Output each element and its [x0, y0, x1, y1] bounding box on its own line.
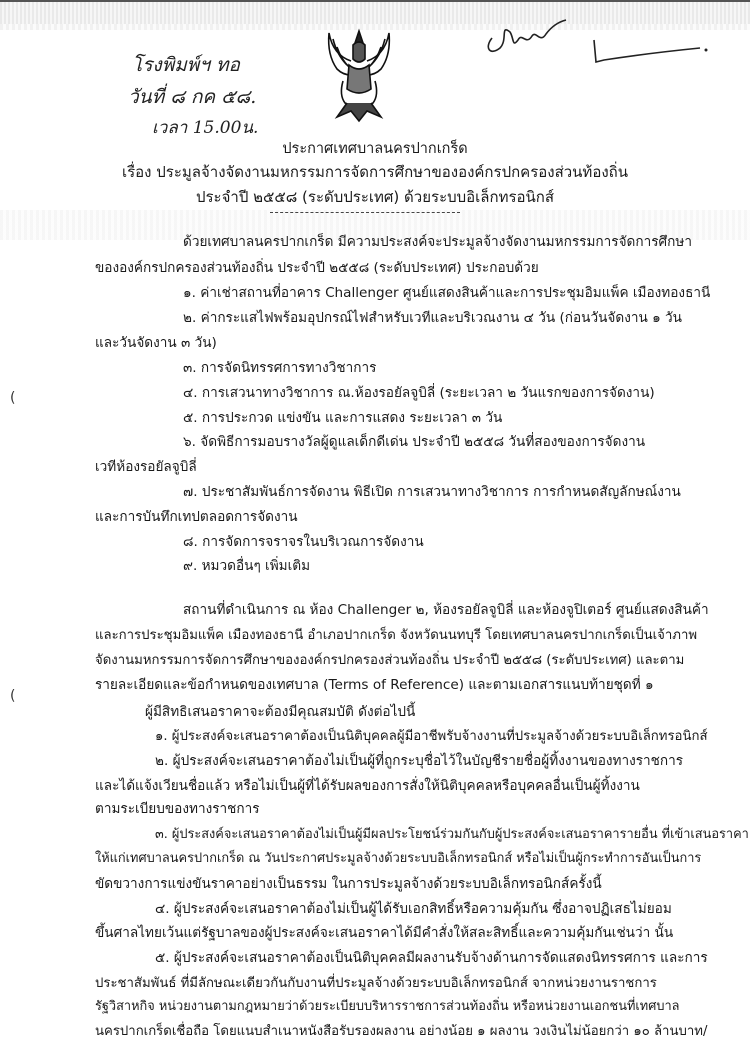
- qualification-item: ๕. ผู้ประสงค์จะเสนอราคาต้องเป็นนิติบุคคลมีผลงานรับจ้างด้านการจัดแสดงนิทรรศการ และการ: [155, 950, 708, 966]
- signature: [590, 34, 710, 64]
- list-item: ๕. การประกวด แข่งขัน และการแสดง ระยะเวลา ๓ วัน: [183, 410, 503, 426]
- qualification-item-continued: ขัดขวางการแข่งขันราคาอย่างเป็นธรรม ในการประมูลจ้างด้วยระบบอิเล็กทรอนิกส์ครั้งนี้: [95, 876, 602, 892]
- qualification-item-continued: ให้แก่เทศบาลนครปากเกร็ด ณ วันประกาศประมูลจ้างด้วยระบบอิเล็กทรอนิกส์ หรือไม่เป็นผู้กระทำการอันเป็นการ: [95, 851, 702, 866]
- qualification-item: ๔. ผู้ประสงค์จะเสนอราคาต้องไม่เป็นผู้ได้รับเอกสิทธิ์หรือความคุ้มกัน ซึ่งอาจปฏิเสธไม่ยอม: [155, 901, 672, 917]
- qualification-item-continued: ประชาสัมพันธ์ ที่มีลักษณะเดียวกันกับงานที่ประมูลจ้างด้วยระบบอิเล็กทรอนิกส์ จากหน่วยงานราชการ: [95, 976, 657, 991]
- issuer-title: ประกาศเทศบาลนครปากเกร็ด: [282, 141, 468, 157]
- qualification-item-continued: ๑ สัญญา สำเนาสัญญา หรือสำเนาข้อตกลงการจ้างมาประกอบการพิจารณาด้วย: [95, 1039, 365, 1048]
- list-item-continued: เวทีห้องรอยัลจูบิลี่: [95, 459, 197, 475]
- list-item-continued: และวันจัดงาน ๓ วัน): [95, 335, 217, 351]
- list-item: ๔. การเสวนาทางวิชาการ ณ.ห้องรอยัลจูบิลี่ (ระยะเวลา ๒ วันแรกของการจัดงาน): [183, 385, 655, 401]
- list-item: ๖. จัดพิธีการมอบรางวัลผู้ดูแลเด็กดีเด่น ประจำปี ๒๕๕๘ วันที่สองของการจัดงาน: [183, 434, 646, 450]
- intro-text: ขององค์กรปกครองส่วนท้องถิ่น ประจำปี ๒๕๕๘ (ระดับประเทศ) ประกอบด้วย: [95, 260, 539, 276]
- margin-mark: (: [10, 688, 16, 704]
- qualification-item-continued: รัฐวิสาหกิจ หน่วยงานตามกฎหมายว่าด้วยระเบียบบริหารราชการส่วนท้องถิ่น หรือหน่วยงานเอกชนที่เทศบาล: [95, 999, 680, 1014]
- handwritten-note: โรงพิมพ์ฯ ทอ: [132, 54, 240, 76]
- subject-line-1: เรื่อง ประมูลจ้างจัดงานมหกรรมการจัดการศึกษาขององค์กรปกครองส่วนท้องถิ่น: [121, 163, 628, 181]
- venue-text: สถานที่ดำเนินการ ณ ห้อง Challenger ๒, ห้องรอยัลจูบิลี่ และห้องจูปิเตอร์ ศูนย์แสดงสินค้า: [183, 602, 709, 618]
- qualification-item-continued: นครปากเกร็ดเชื่อถือ โดยแนบสำเนาหนังสือรับรองผลงาน อย่างน้อย ๑ ผลงาน วงเงินไม่น้อยกว่า ๑๐ ล้านบาท/: [95, 1024, 708, 1039]
- qualification-item: ๓. ผู้ประสงค์จะเสนอราคาต้องไม่เป็นผู้มีผลประโยชน์ร่วมกันกับผู้ประสงค์จะเสนอราคารายอื่น ที่เข้าเสนอราคา: [155, 827, 749, 842]
- venue-text: จัดงานมหกรรมการจัดการศึกษาขององค์กรปกครองส่วนท้องถิ่น ประจำปี ๒๕๕๘ (ระดับประเทศ) และตาม: [95, 653, 685, 668]
- signature: [482, 18, 572, 58]
- garuda-emblem-icon: [323, 25, 395, 125]
- list-item: ๑. ค่าเช่าสถานที่อาคาร Challenger ศูนย์แสดงสินค้าและการประชุมอิมแพ็ค เมืองทองธานี: [183, 285, 711, 301]
- handwritten-note: เวลา 15.00น.: [152, 118, 259, 138]
- venue-text: รายละเอียดและข้อกำหนดของเทศบาล (Terms of Reference) และตามเอกสารแนบท้ายชุดที่ ๑: [95, 677, 654, 693]
- list-item: ๙. หมวดอื่นๆ เพิ่มเติม: [183, 558, 311, 574]
- continuation-note: /๖. นิติบุคคลที่จะเข้าเป็นคู่สัญญา...: [571, 1039, 692, 1048]
- qualification-item-continued: ตามระเบียบของทางราชการ: [95, 801, 260, 817]
- qualification-item: ๒. ผู้ประสงค์จะเสนอราคาต้องไม่เป็นผู้ที่ถูกระบุชื่อไว้ในบัญชีรายชื่อผู้ทิ้งงานของทางราชการ: [155, 753, 684, 769]
- margin-mark: (: [10, 390, 16, 406]
- list-item: ๗. ประชาสัมพันธ์การจัดงาน พิธีเปิด การเสวนาทางวิชาการ การกำหนดสัญลักษณ์งาน: [183, 484, 681, 500]
- list-item: ๓. การจัดนิทรรศการทางวิชาการ: [183, 360, 377, 376]
- qualifications-heading: ผู้มีสิทธิเสนอราคาจะต้องมีคุณสมบัติ ดังต่อไปนี้: [145, 704, 416, 720]
- intro-text: ด้วยเทศบาลนครปากเกร็ด มีความประสงค์จะประมูลจ้างจัดงานมหกรรมการจัดการศึกษา: [183, 234, 692, 250]
- list-item: ๘. การจัดการจราจรในบริเวณการจัดงาน: [183, 534, 424, 550]
- subject-line-2: ประจำปี ๒๕๕๘ (ระดับประเทศ) ด้วยระบบอิเล็กทรอนิกส์: [195, 188, 555, 206]
- qualification-item: ๑. ผู้ประสงค์จะเสนอราคาต้องเป็นนิติบุคคลผู้มีอาชีพรับจ้างงานที่ประมูลจ้างด้วยระบบอิเล็กทรอนิกส์: [155, 729, 708, 744]
- handwritten-note: วันที่ ๘ กค ๕๘.: [128, 86, 257, 108]
- qualification-item-continued: และได้แจ้งเวียนชื่อแล้ว หรือไม่เป็นผู้ที่ได้รับผลของการสั่งให้นิติบุคคลหรือบุคคลอื่นเป็นผู้ทิ้งงาน: [95, 778, 640, 794]
- list-item: ๒. ค่ากระแสไฟพร้อมอุปกรณ์ไฟสำหรับเวทีและบริเวณงาน ๔ วัน (ก่อนวันจัดงาน ๑ วัน: [183, 310, 682, 326]
- list-item-continued: และการบันทึกเทปตลอดการจัดงาน: [95, 509, 298, 525]
- venue-text: และการประชุมอิมแพ็ค เมืองทองธานี อำเภอปากเกร็ด จังหวัดนนทบุรี โดยเทศบาลนครปากเกร็ดเป็นเจ้าภาพ: [95, 628, 698, 643]
- qualification-item-continued: ขึ้นศาลไทยเว้นแต่รัฐบาลของผู้ประสงค์จะเสนอราคาได้มีคำสั่งให้สละสิทธิ์และความคุ้มกันเช่นว่า นั้น: [95, 925, 674, 941]
- header-divider: [270, 212, 460, 213]
- scan-edge-top: [0, 0, 750, 26]
